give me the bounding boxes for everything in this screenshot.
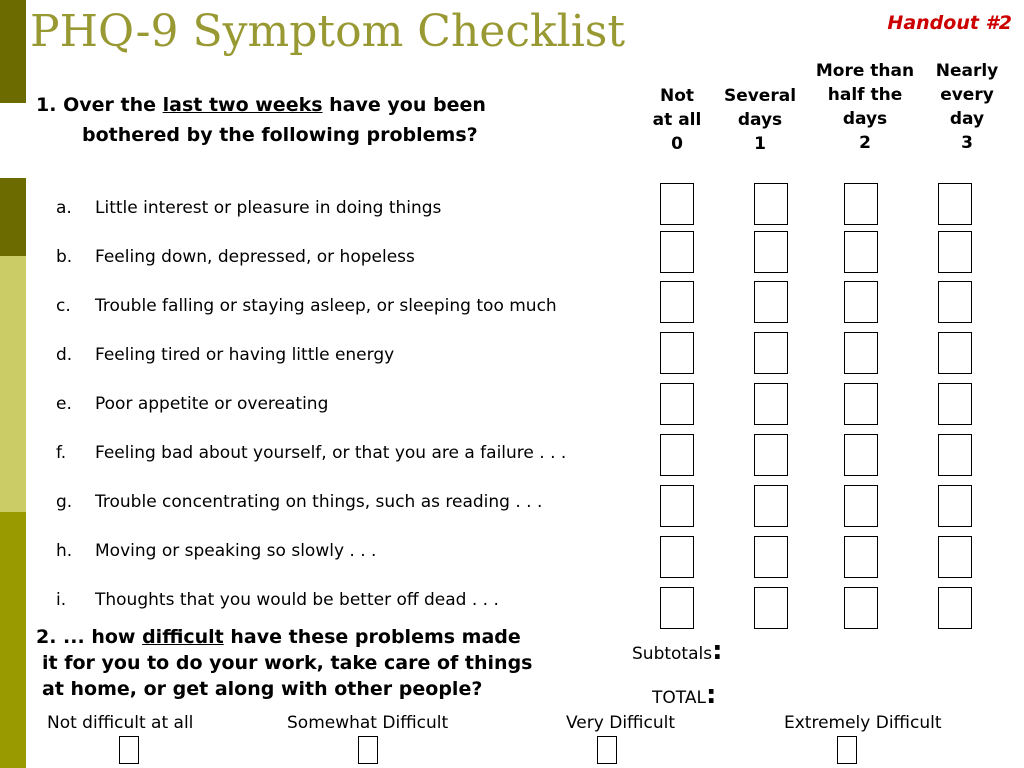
answer-checkbox[interactable] [754,383,788,425]
item-letter: f. [56,443,67,463]
symptom-item [56,343,394,367]
question-2-after: have these problems made [230,626,521,648]
answer-checkbox[interactable] [938,587,972,629]
difficulty-option-label: Not difficult at all [47,713,194,733]
answer-checkbox[interactable] [754,332,788,374]
missing-glyph-icon[interactable] [597,736,617,764]
answer-checkbox[interactable] [844,536,878,578]
answer-checkbox[interactable] [844,587,878,629]
item-text: Feeling tired or having little energy [95,345,395,365]
question-1-after: have you been [329,94,486,116]
item-text: Thoughts that you would be better off dead . . . [95,590,499,610]
missing-glyph-icon[interactable] [837,736,857,764]
answer-checkbox[interactable] [938,332,972,374]
question-2-line-3: at home, or get along with other people? [42,678,483,700]
symptom-item [56,294,557,318]
subtotals-text: Subtotals [632,644,713,664]
question-1 [36,90,486,150]
answer-checkbox[interactable] [754,231,788,273]
page-title: PHQ-9 Symptom Checklist [30,6,626,57]
answer-checkbox[interactable] [938,485,972,527]
answer-checkbox[interactable] [754,281,788,323]
column-header-line: days [842,109,888,129]
column-header-score: 0 [671,134,683,154]
answer-checkbox[interactable] [660,434,694,476]
column-header-line: Nearly [935,61,999,81]
item-text: Little interest or pleasure in doing things [95,198,442,218]
question-1-line-1 [36,90,486,120]
symptom-item [56,441,566,465]
subtotals-label [632,636,723,666]
column-header-more-than-half [805,59,925,155]
answer-checkbox[interactable] [660,485,694,527]
answer-checkbox[interactable] [660,536,694,578]
column-header-score: 1 [754,134,766,154]
answer-checkbox[interactable] [938,183,972,225]
item-letter: e. [56,394,72,414]
answer-checkbox[interactable] [938,231,972,273]
item-text: Poor appetite or overeating [95,394,329,414]
answer-checkbox[interactable] [844,183,878,225]
answer-checkbox[interactable] [660,281,694,323]
column-header-not-at-all [637,84,717,156]
question-2-line-1 [36,624,532,650]
symptom-item [56,196,441,220]
column-header-line: More than [815,61,915,81]
answer-checkbox[interactable] [938,536,972,578]
colon: : [712,636,723,666]
answer-checkbox[interactable] [844,281,878,323]
answer-checkbox[interactable] [660,332,694,374]
missing-glyph-icon[interactable] [358,736,378,764]
item-letter: d. [56,345,73,365]
answer-checkbox[interactable] [844,434,878,476]
answer-checkbox[interactable] [938,281,972,323]
question-2-before: 2. ... how [36,626,136,648]
total-text: TOTAL [652,688,706,708]
sidebar-segment [0,0,26,103]
difficulty-option-label: Somewhat Difficult [287,713,449,733]
column-header-line: every [940,85,994,105]
answer-checkbox[interactable] [844,485,878,527]
item-text: Moving or speaking so slowly . . . [95,541,377,561]
item-letter: a. [56,198,72,218]
column-header-line: days [737,110,783,130]
sidebar-decoration [0,0,26,768]
answer-checkbox[interactable] [754,485,788,527]
difficulty-option-label: Very Difficult [566,713,675,733]
item-letter: h. [56,541,73,561]
column-header-line: at all [652,110,702,130]
answer-checkbox[interactable] [660,183,694,225]
item-letter: c. [56,296,71,316]
question-1-before: Over the [63,94,156,116]
symptom-item [56,490,542,514]
sidebar-segment [0,512,26,768]
item-text: Trouble falling or staying asleep, or sleeping too much [95,296,557,316]
answer-checkbox[interactable] [754,434,788,476]
question-1-line-2: bothered by the following problems? [82,124,478,146]
answer-checkbox[interactable] [844,332,878,374]
question-1-underlined: last two weeks [162,94,323,116]
question-2-line-2: it for you to do your work, take care of things [42,652,533,674]
answer-checkbox[interactable] [844,231,878,273]
column-header-line: day [949,109,985,129]
item-text: Feeling down, depressed, or hopeless [95,247,415,267]
symptom-item [56,539,376,563]
answer-checkbox[interactable] [660,383,694,425]
symptom-item [56,392,328,416]
answer-checkbox[interactable] [754,536,788,578]
answer-checkbox[interactable] [754,587,788,629]
sidebar-segment [0,103,26,178]
item-text: Trouble concentrating on things, such as reading . . . [95,492,543,512]
column-header-nearly-every-day [924,59,1010,155]
total-label [652,680,716,710]
symptom-item [56,588,499,612]
colon: : [705,680,717,710]
missing-glyph-icon[interactable] [119,736,139,764]
answer-checkbox[interactable] [938,383,972,425]
difficulty-option-label: Extremely Difficult [784,713,942,733]
column-header-line: Several [723,86,797,106]
sidebar-segment [0,178,26,256]
column-header-several-days [715,84,805,156]
handout-label: Handout #2 [887,12,1012,34]
answer-checkbox[interactable] [660,231,694,273]
column-header-score: 2 [859,133,871,153]
column-header-score: 3 [961,133,973,153]
answer-checkbox[interactable] [660,587,694,629]
answer-checkbox[interactable] [938,434,972,476]
answer-checkbox[interactable] [844,383,878,425]
column-header-line: Not [659,86,695,106]
item-letter: i. [56,590,67,610]
column-header-line: half the [827,85,903,105]
sidebar-segment [0,256,26,512]
item-letter: b. [56,247,73,267]
question-2-underlined: difficult [142,626,224,648]
item-letter: g. [56,492,73,512]
symptom-item [56,245,415,269]
question-1-number: 1. [36,94,57,116]
item-text: Feeling bad about yourself, or that you are a failure . . . [95,443,567,463]
answer-checkbox[interactable] [754,183,788,225]
question-2 [36,624,532,702]
